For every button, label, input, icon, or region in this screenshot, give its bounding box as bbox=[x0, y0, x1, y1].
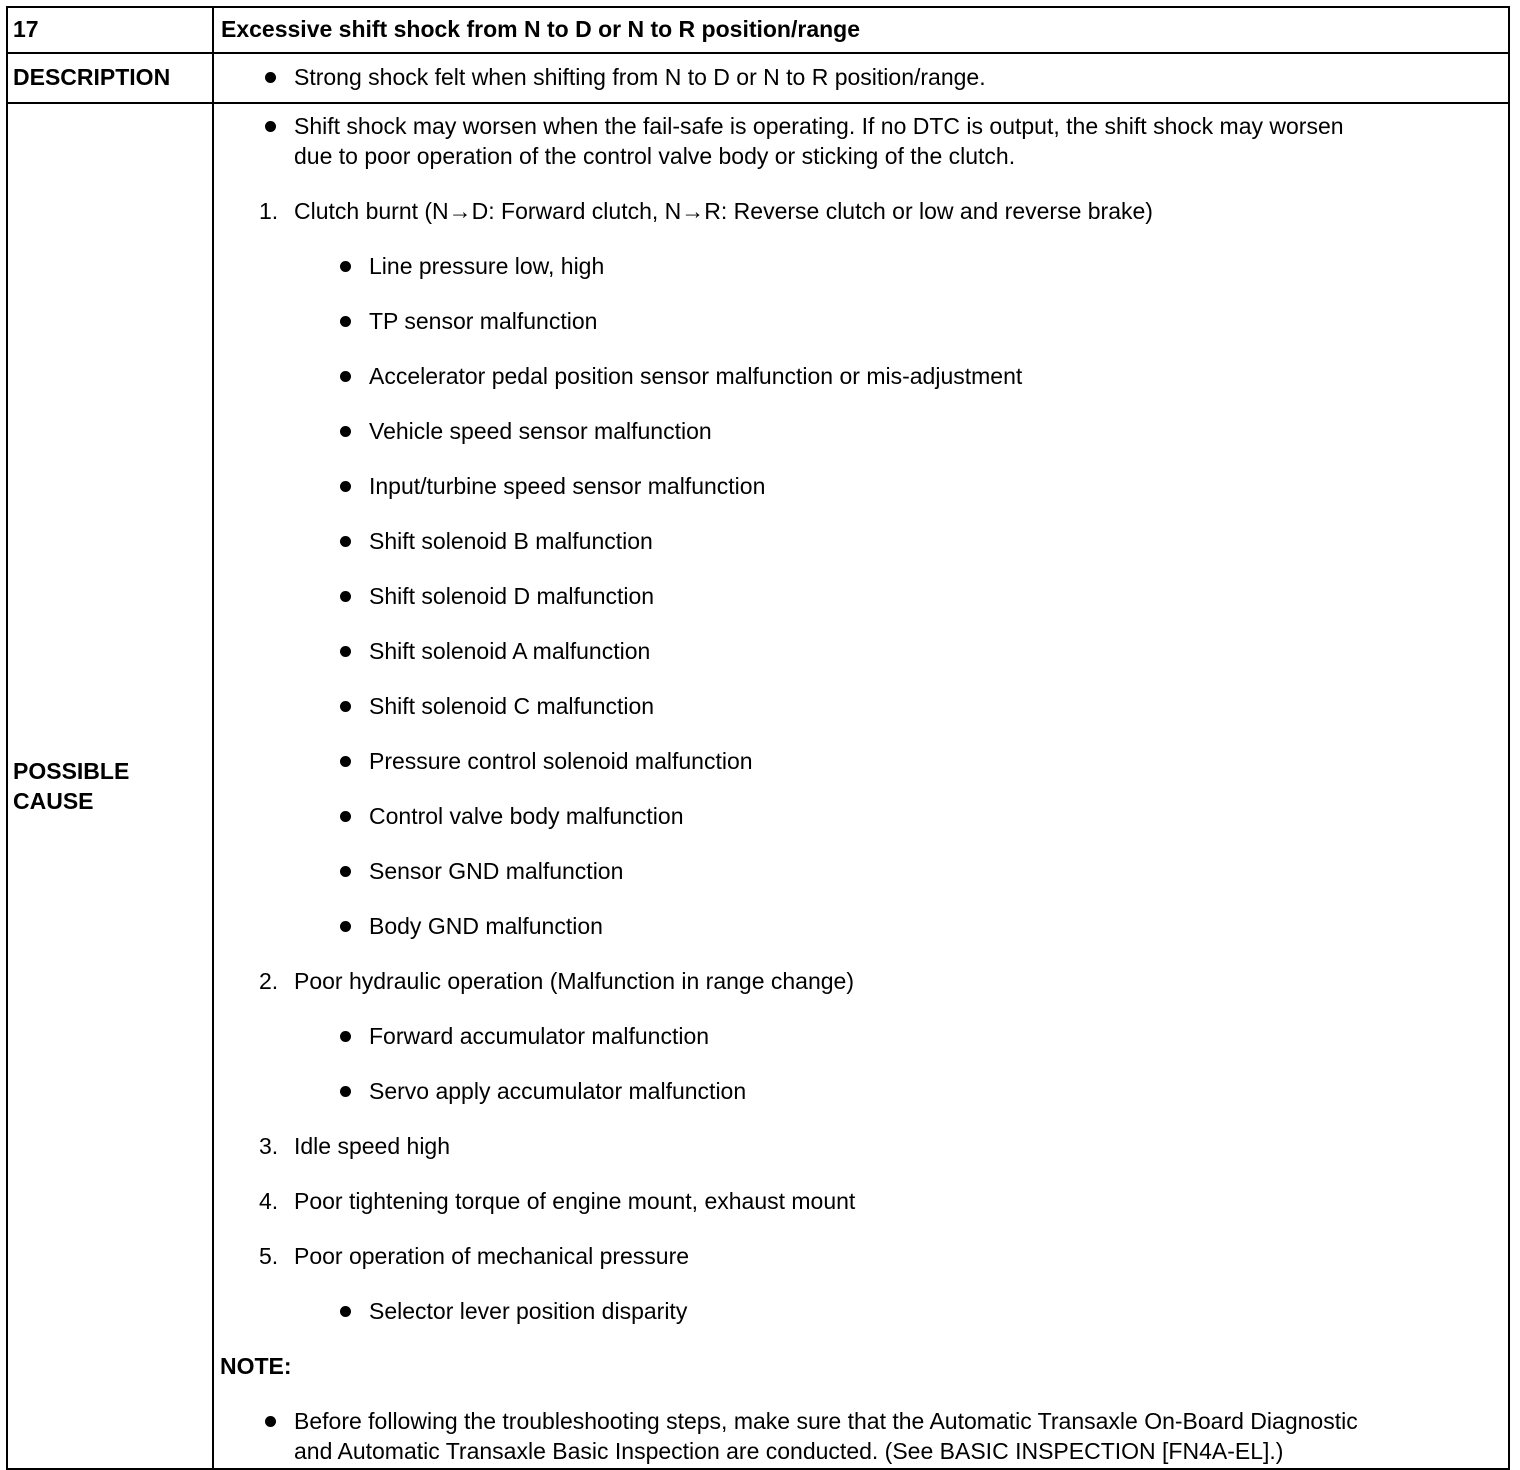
cause-1-item-4: Vehicle speed sensor malfunction bbox=[369, 418, 712, 444]
cause-5-text: Poor operation of mechanical pressure bbox=[294, 1243, 690, 1269]
bullet-icon bbox=[265, 1416, 276, 1427]
bullet-icon bbox=[340, 866, 351, 877]
cause-4-text: Poor tightening torque of engine mount, exhaust mount bbox=[294, 1188, 856, 1214]
description-row bbox=[7, 53, 1509, 103]
description-text: Strong shock felt when shifting from N to D or N to R position/range. bbox=[294, 64, 986, 90]
bullet-icon bbox=[340, 536, 351, 547]
bullet-icon bbox=[340, 1306, 351, 1317]
bullet-icon bbox=[340, 591, 351, 602]
cause-5-item-1: Selector lever position disparity bbox=[369, 1298, 688, 1324]
bullet-icon bbox=[340, 316, 351, 327]
possible-cause-row bbox=[7, 103, 1509, 1469]
bullet-icon bbox=[340, 371, 351, 382]
title-row bbox=[7, 7, 1509, 53]
cause-1-item-9: Shift solenoid C malfunction bbox=[369, 693, 655, 719]
cause-3-text: Idle speed high bbox=[294, 1133, 451, 1159]
cause-1-item-11: Control valve body malfunction bbox=[369, 803, 684, 829]
cause-1-item-13: Body GND malfunction bbox=[369, 913, 603, 939]
description-label: DESCRIPTION bbox=[7, 53, 213, 103]
note-line-2: and Automatic Transaxle Basic Inspection are conducted. (See BASIC INSPECTION [FN4A-EL].) bbox=[294, 1438, 1284, 1464]
item-number: 17 bbox=[7, 7, 213, 53]
cause-2-item-2: Servo apply accumulator malfunction bbox=[369, 1078, 747, 1104]
cause-1-item-5: Input/turbine speed sensor malfunction bbox=[369, 473, 766, 499]
possible-cause-label bbox=[7, 103, 213, 1469]
cause-1-item-2: TP sensor malfunction bbox=[369, 308, 598, 334]
cause-1-item-7: Shift solenoid D malfunction bbox=[369, 583, 655, 609]
cause-4-number: 4. bbox=[259, 1188, 279, 1214]
note-label: NOTE: bbox=[220, 1353, 292, 1379]
cause-1-item-3: Accelerator pedal position sensor malfunction or mis-adjustment bbox=[369, 363, 1023, 389]
cause-2-number: 2. bbox=[259, 968, 279, 994]
cause-1-text: Clutch burnt (N→D: Forward clutch, N→R: Reverse clutch or low and reverse brake) bbox=[294, 198, 1153, 224]
bullet-icon bbox=[340, 481, 351, 492]
cause-5-number: 5. bbox=[259, 1243, 279, 1269]
bullet-icon bbox=[340, 811, 351, 822]
cause-1-number: 1. bbox=[259, 198, 279, 224]
cause-1-item-10: Pressure control solenoid malfunction bbox=[369, 748, 753, 774]
possible-cause-cell bbox=[213, 103, 1509, 1469]
bullet-icon bbox=[340, 646, 351, 657]
note-line-1: Before following the troubleshooting steps, make sure that the Automatic Transaxle On-Board Diagnostic bbox=[294, 1408, 1358, 1434]
cause-body bbox=[214, 104, 1508, 1468]
intro-line-1: Shift shock may worsen when the fail-safe is operating. If no DTC is output, the shift shock may worsen bbox=[294, 113, 1344, 139]
bullet-icon bbox=[265, 72, 276, 83]
cause-1-item-1: Line pressure low, high bbox=[369, 253, 605, 279]
cause-label-line1: POSSIBLE bbox=[13, 758, 130, 784]
bullet-icon bbox=[340, 921, 351, 932]
cause-1-item-12: Sensor GND malfunction bbox=[369, 858, 624, 884]
bullet-icon bbox=[340, 701, 351, 712]
troubleshooting-table bbox=[6, 6, 1510, 1470]
bullet-icon bbox=[340, 1031, 351, 1042]
bullet-icon bbox=[340, 756, 351, 767]
item-title: Excessive shift shock from N to D or N to R position/range bbox=[213, 7, 1509, 53]
cause-1-item-8: Shift solenoid A malfunction bbox=[369, 638, 651, 664]
cause-2-item-1: Forward accumulator malfunction bbox=[369, 1023, 710, 1049]
cause-label-line2: CAUSE bbox=[13, 788, 94, 814]
cause-3-number: 3. bbox=[259, 1133, 279, 1159]
intro-line-2: due to poor operation of the control valve body or sticking of the clutch. bbox=[294, 143, 1016, 169]
cause-2-text: Poor hydraulic operation (Malfunction in range change) bbox=[294, 968, 854, 994]
bullet-icon bbox=[265, 121, 276, 132]
description-cell bbox=[213, 53, 1509, 103]
bullet-icon bbox=[340, 261, 351, 272]
bullet-icon bbox=[340, 1086, 351, 1097]
cause-1-item-6: Shift solenoid B malfunction bbox=[369, 528, 653, 554]
bullet-icon bbox=[340, 426, 351, 437]
